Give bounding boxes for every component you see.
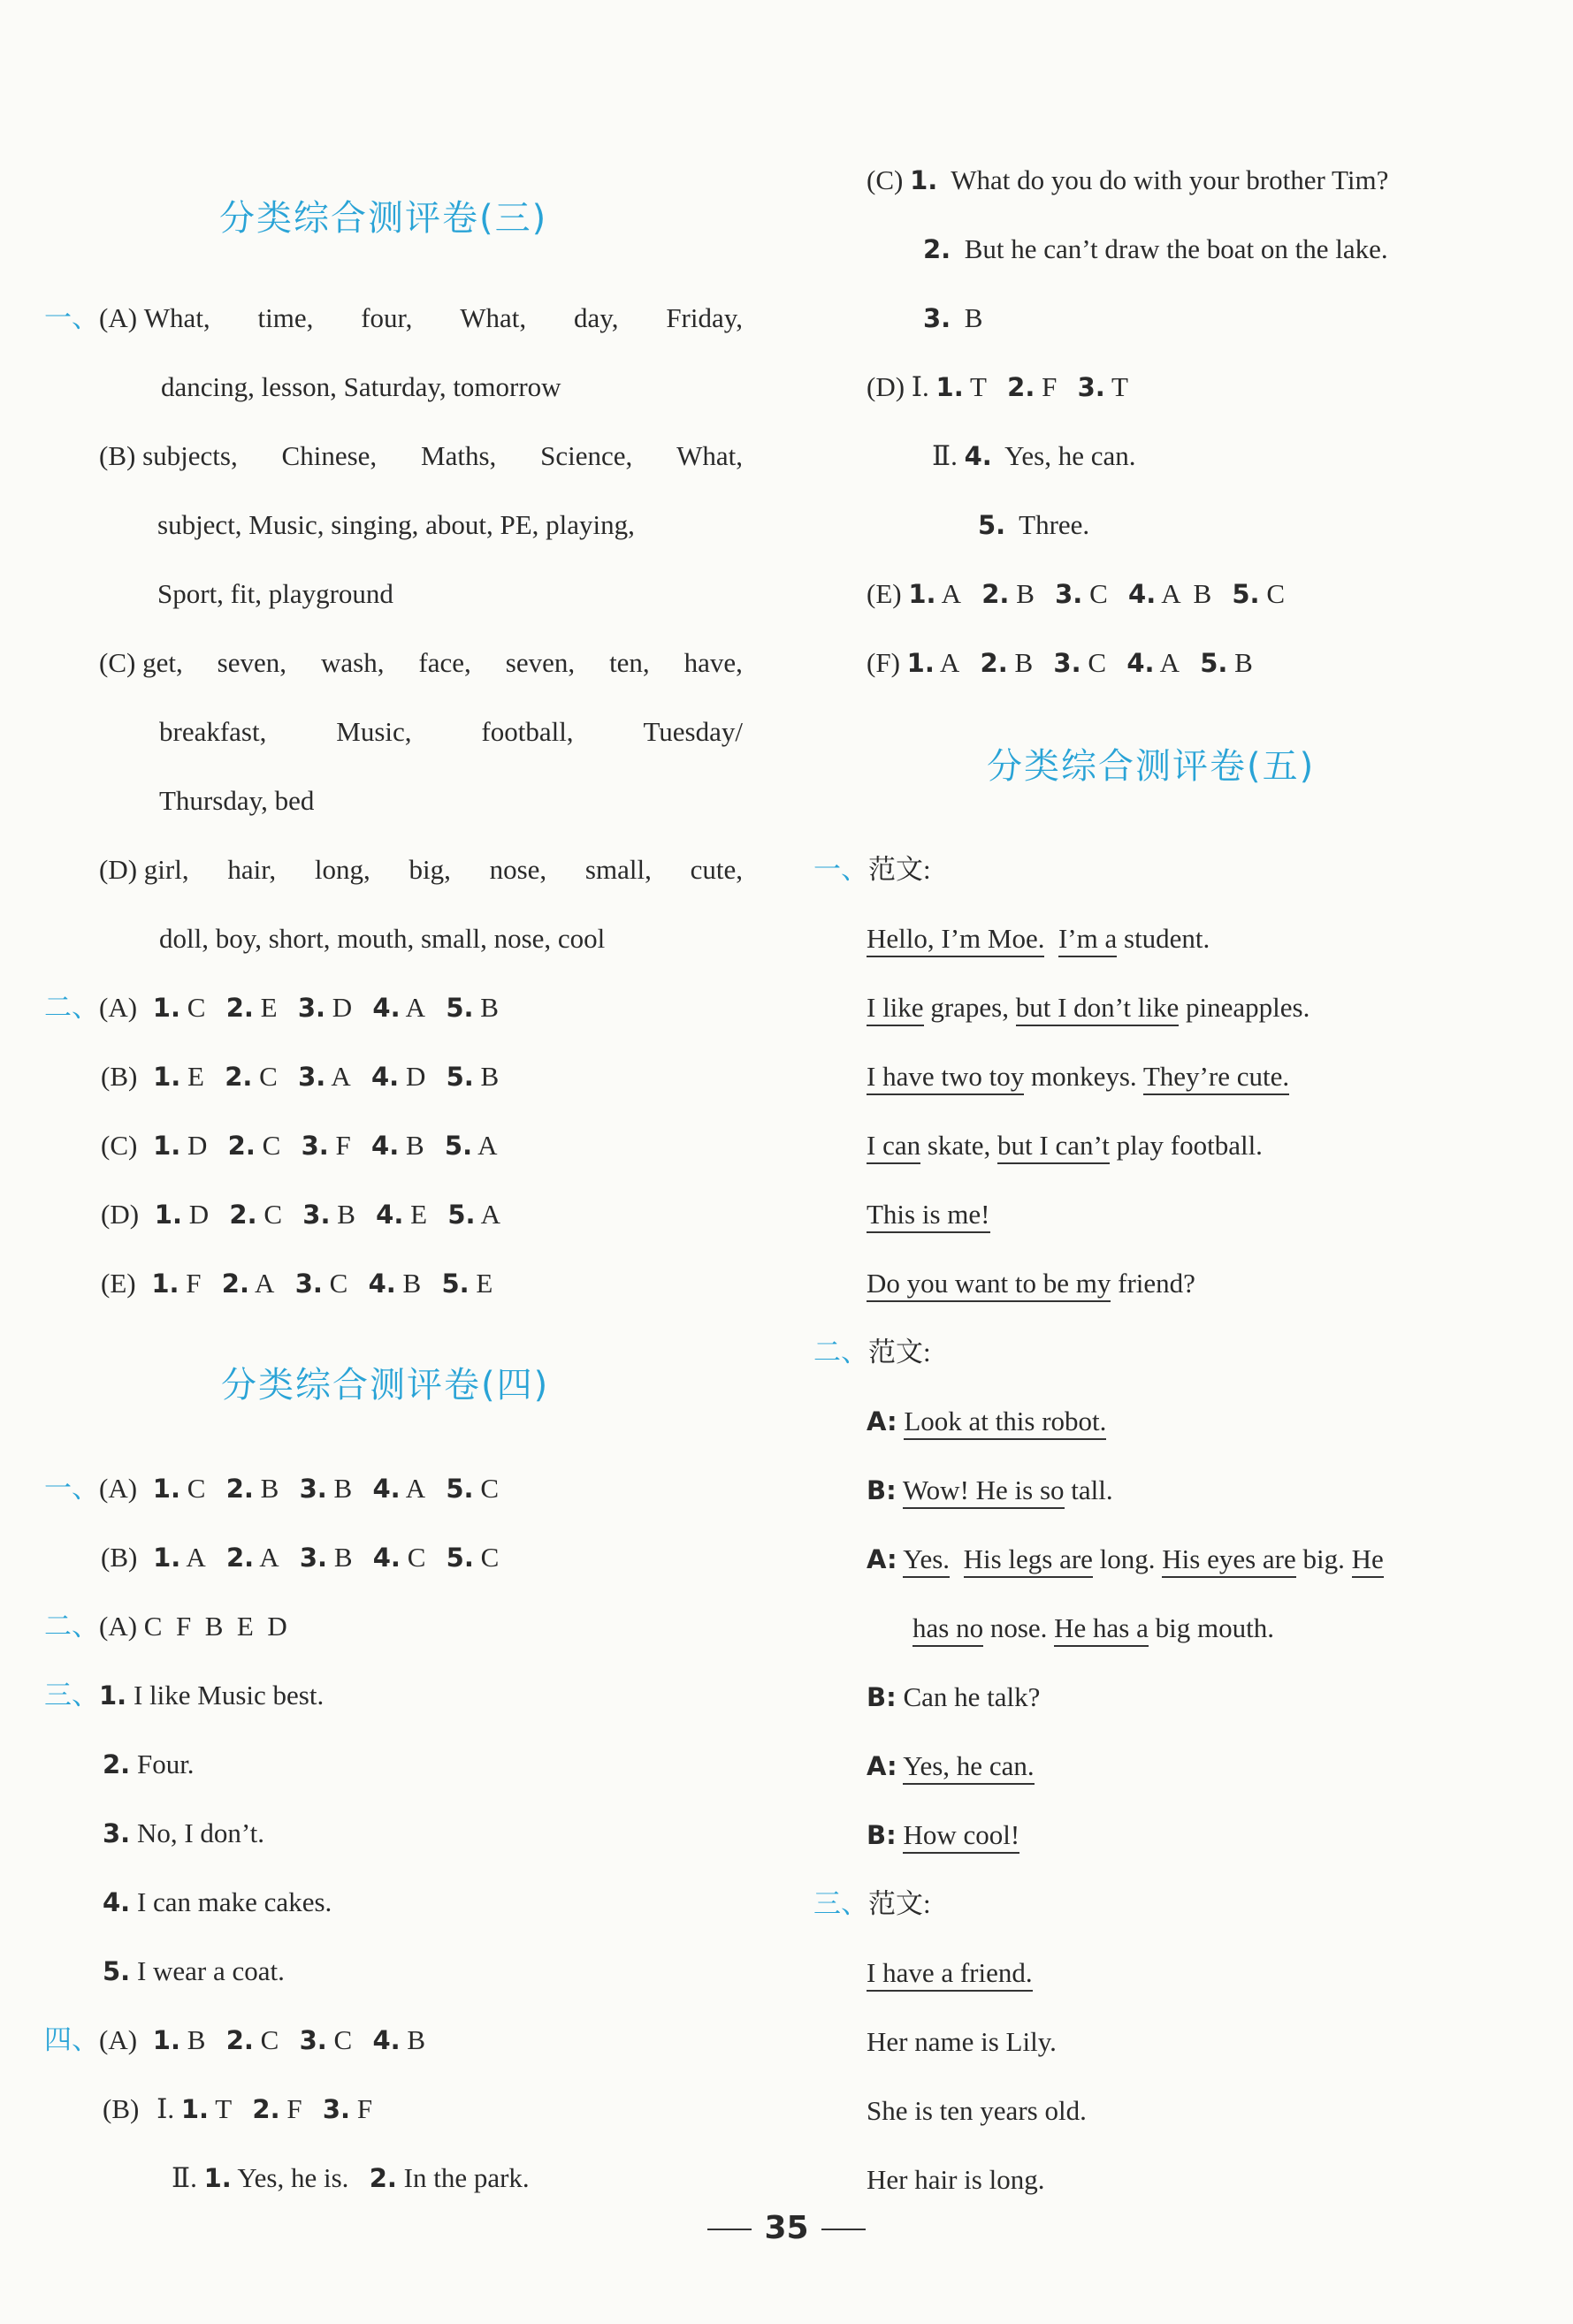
- s3-1-b-line3: Sport, fit, playground: [157, 578, 393, 609]
- page-dash-left: [707, 2229, 752, 2230]
- s3-1-a-line2: dancing, lesson, Saturday, tomorrow: [161, 371, 561, 402]
- s5-1-line-5: This is me!: [867, 1197, 990, 1232]
- s3-2-row-c: (C) 1. D 2. C 3. F 4. B 5. A: [101, 1130, 498, 1161]
- s5-1-line-4: I can skate, but I can’t play football.: [867, 1128, 1263, 1163]
- s5-3-line-4: Her hair is long.: [867, 2164, 1045, 2195]
- s5-3-line-2: Her name is Lily.: [867, 2026, 1057, 2057]
- s3-2-row-a: 二、(A) 1. C 2. E 3. D 4. A 5. B: [44, 992, 499, 1023]
- s5-2-a1: A: Look at this robot.: [867, 1404, 1106, 1439]
- s3-1-d-line1: (D) girl, hair, long, big, nose, small, cute,: [99, 854, 743, 885]
- section-title-4: 分类综合测评卷(四): [221, 1365, 550, 1406]
- s4-3-item-5: 5. I wear a coat.: [103, 1955, 285, 1986]
- s3-2-row-e: (E) 1. F 2. A 3. C 4. B 5. E: [101, 1268, 493, 1299]
- s4-3-item-1: 三、1. I like Music best.: [44, 1680, 325, 1711]
- s3-2-row-d: (D) 1. D 2. C 3. B 4. E 5. A: [101, 1199, 500, 1230]
- s3-1-c-line2: breakfast, Music, football, Tuesday/: [159, 716, 743, 747]
- d-row-1: (D) Ⅰ. 1. T 2. F 3. T: [867, 371, 1128, 402]
- s4-3-item-2: 2. Four.: [103, 1749, 195, 1779]
- s3-1-a-line1: 一、(A) What, time, four, What, day, Friday,: [44, 302, 743, 333]
- s4-4-row-b-2: Ⅱ. 1. Yes, he is. 2. In the park.: [172, 2162, 530, 2193]
- s4-3-item-4: 4. I can make cakes.: [103, 1886, 332, 1917]
- s5-2-b2: B: Can he talk?: [867, 1681, 1041, 1712]
- s3-1-c-line3: Thursday, bed: [159, 785, 315, 816]
- s5-3-line-3: She is ten years old.: [867, 2095, 1087, 2126]
- page-number: 35: [0, 2210, 1573, 2246]
- d-row-3: 5. Three.: [978, 509, 1090, 540]
- section-title-5: 分类综合测评卷(五): [987, 746, 1316, 787]
- c-item-2: 2. But he can’t draw the boat on the lake.: [923, 233, 1388, 264]
- s5-1-label: 一、范文:: [813, 854, 931, 885]
- s4-2-row: 二、(A) C F B E D: [44, 1611, 287, 1642]
- s5-1-line-1: Hello, I’m Moe. I’m a student.: [867, 921, 1210, 956]
- s3-1-d-line2: doll, boy, short, mouth, small, nose, cool: [159, 923, 606, 954]
- page-dash-right: [821, 2229, 866, 2230]
- s4-1-row-b: (B) 1. A 2. A 3. B 4. C 5. C: [101, 1542, 500, 1573]
- s4-1-row-a: 一、(A) 1. C 2. B 3. B 4. A 5. C: [44, 1473, 499, 1504]
- c-item-3: 3. B: [923, 302, 983, 333]
- s5-2-b1: B: Wow! He is so tall.: [867, 1473, 1113, 1508]
- s4-4-row-b: (B) Ⅰ. 1. T 2. F 3. F: [103, 2093, 373, 2124]
- s5-1-line-3: I have two toy monkeys. They’re cute.: [867, 1059, 1289, 1094]
- s5-2-a2-cont: has no nose. He has a big mouth.: [912, 1611, 1274, 1646]
- s5-1-line-6: Do you want to be my friend?: [867, 1266, 1195, 1301]
- s5-3-label: 三、范文:: [813, 1888, 931, 1919]
- c-item-1: (C) 1. What do you do with your brother Tim?: [867, 164, 1389, 195]
- e-row: (E) 1. A 2. B 3. C 4. A B 5. C: [867, 578, 1286, 609]
- s5-1-line-2: I like grapes, but I don’t like pineapples.: [867, 990, 1310, 1025]
- s5-2-a2: A: Yes. His legs are long. His eyes are big. He: [867, 1542, 1384, 1577]
- s5-3-line-1: I have a friend.: [867, 1955, 1033, 1991]
- s5-2-b3: B: How cool!: [867, 1817, 1019, 1853]
- s5-2-a3: A: Yes, he can.: [867, 1749, 1035, 1784]
- s3-1-b-line2: subject, Music, singing, about, PE, playing,: [157, 509, 635, 540]
- s3-2-row-b: (B) 1. E 2. C 3. A 4. D 5. B: [101, 1061, 500, 1092]
- d-row-2: Ⅱ. 4. Yes, he can.: [932, 440, 1136, 471]
- s3-1-prefix: 一、: [44, 302, 99, 333]
- section-title-3: 分类综合测评卷(三): [219, 198, 548, 239]
- s5-2-label: 二、范文:: [813, 1337, 931, 1368]
- s3-1-c-line1: (C) get, seven, wash, face, seven, ten, have,: [99, 647, 743, 678]
- s4-4-row-a: 四、(A) 1. B 2. C 3. C 4. B: [44, 2024, 426, 2055]
- s3-1-b-line1: (B) subjects, Chinese, Maths, Science, What,: [99, 440, 743, 471]
- s4-3-item-3: 3. No, I don’t.: [103, 1817, 265, 1848]
- f-row: (F) 1. A 2. B 3. C 4. A 5. B: [867, 647, 1253, 678]
